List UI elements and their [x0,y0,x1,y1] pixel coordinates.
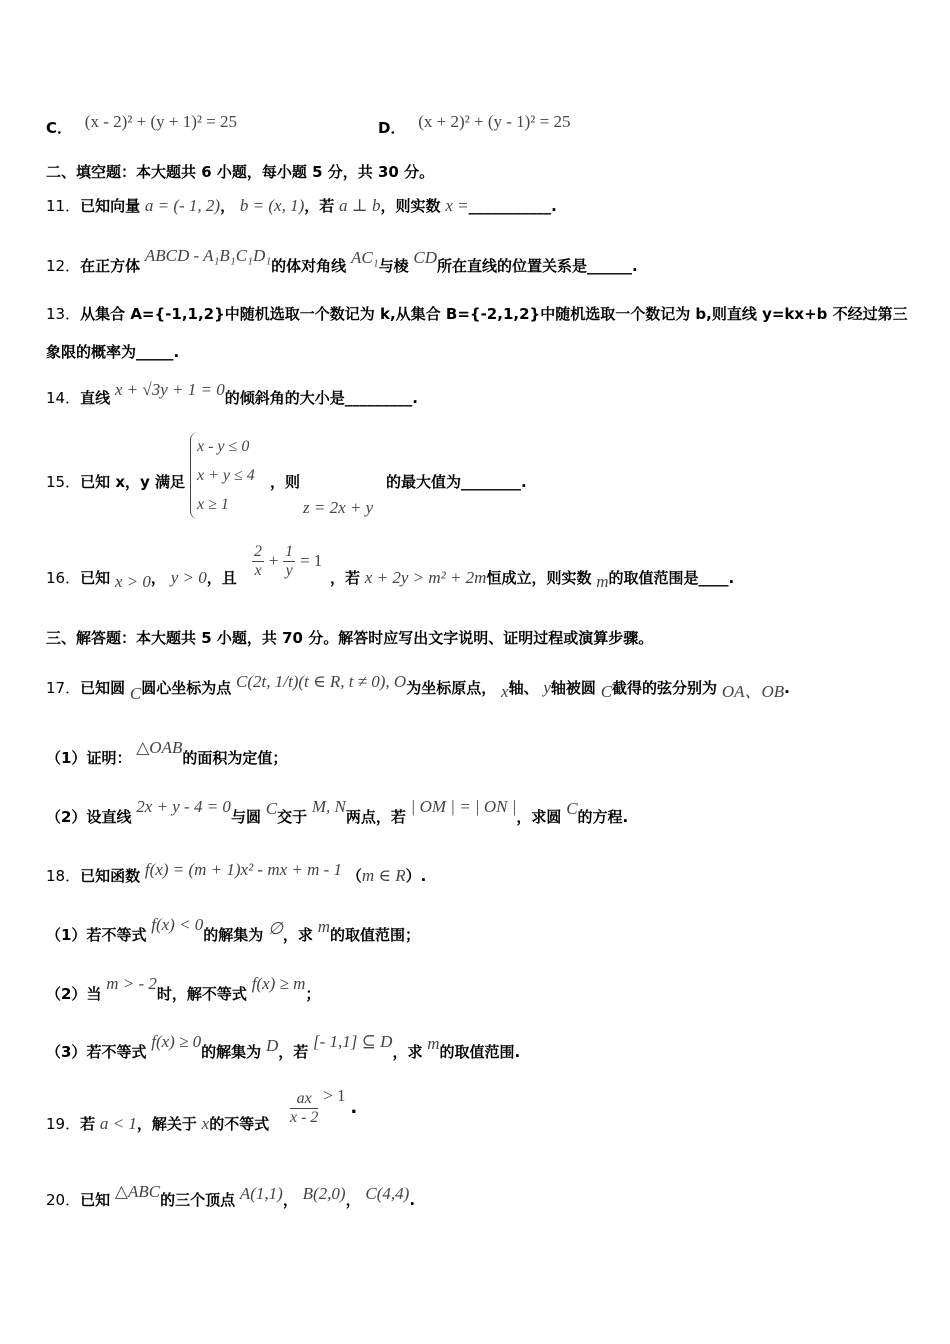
q17-chords: OA、OB [721,682,785,701]
q11-text-4: ，则实数 [380,197,441,215]
q11-vector-a: a = (- 1, 2) [144,196,221,215]
q18-text-2: （ [346,867,362,885]
q17-text-4: 轴、 [508,679,539,697]
q17-text-5: 轴被圆 [550,679,596,697]
q11-text-3: ，若 [304,197,335,215]
q18-2-text-1: 当 [86,985,102,1003]
q20-text-4: ， [345,1191,361,1209]
q18-3-text-3: ，若 [278,1043,309,1061]
q15-constraint-1: x - y ≤ 0 [197,438,250,455]
q16-f2-num: 1 [285,543,294,560]
q17-2-equal-lengths: | OM | = | ON | [410,797,517,816]
q16-text-5: 恒成立，则实数 [486,569,592,587]
q12-text-3: 与棱 [378,257,409,275]
q16-text-3: ，且 [206,569,237,587]
q18-3-inequality: f(x) ≥ 0 [151,1032,202,1051]
q16-text-1: 已知 [80,569,111,587]
q18-number: 18． [46,867,81,885]
question-17 [46,672,790,703]
q18-text-3: ）. [405,867,427,885]
q17-center: C(2t, 1/t)(t ∈ R, t ≠ 0), O [236,672,407,691]
q11-vector-b: b = (x, 1) [239,196,305,215]
q18-2-inequality: f(x) ≥ m [251,974,306,993]
q20-text-2: 的三个顶点 [160,1191,236,1209]
q19-text-3: 的不等式 [209,1115,270,1133]
q17-2-text-6: 的方程. [577,808,629,826]
question-12 [46,246,638,276]
question-13 [46,304,908,324]
q17-2-text-2: 与圆 [230,808,261,826]
q15-text-3: 的最大值为________. [386,473,527,491]
q13-line-1: 从集合 A={-1,1,2}中随机选取一个数记为 k,从集合 B={-2,1,2}中随机选取一个数记为 b,则直线 y=kx+b 不经过第三 [80,305,908,323]
section-2-heading: 二、填空题：本大题共 6 小题，每小题 5 分，共 30 分。 [46,163,435,181]
q19-condition: a < 1 [99,1114,137,1133]
q16-text-2: ， [150,569,166,587]
q17-text-1: 已知圆 [80,679,126,697]
q19-denominator: x - 2 [290,1109,319,1126]
q17-2-text-4: 两点，若 [345,808,406,826]
q18-1-text-3: ，求 [282,926,313,944]
q17-y-axis: y [543,678,551,697]
q19-greater-one: > 1 [323,1086,346,1105]
question-15 [46,472,185,492]
q18-1-text-2: 的解集为 [203,926,264,944]
q17-2-line: 2x + y - 4 = 0 [136,797,231,816]
q12-edge: CD [413,248,438,267]
q11-x: x = [445,196,469,215]
q17-1-label: （1） [46,749,87,767]
q13-number: 13． [46,305,81,323]
q15-constraint-3: x ≥ 1 [197,496,229,513]
q11-blank: ___________. [468,197,557,215]
q17-text-6: 截得的弦分别为 [612,679,718,697]
q19-text-1: 若 [80,1115,96,1133]
q15-constraint-2: x + y ≤ 4 [197,467,255,484]
question-18-part-2 [46,974,321,1004]
question-17-part-2 [46,797,629,827]
q17-2-circle-2: C [566,799,578,818]
q20-point-c: C(4,4) [365,1184,410,1203]
q18-text-1: 已知函数 [80,867,141,885]
q13-line-2: 象限的概率为_____. [46,343,180,361]
q20-number: 20． [46,1191,81,1209]
q12-diagonal: AC₁ [350,248,379,267]
option-c [46,112,238,137]
q17-1-text-1: 证明： [86,749,132,767]
q16-inequality: x + 2y > m² + 2m [364,568,487,587]
q16-text-6: 的取值范围是____. [608,569,735,587]
q17-2-text-3: 交于 [277,808,308,826]
q17-1-text-2: 的面积为定值； [182,749,288,767]
q16-fraction-equation [252,543,322,580]
q19-number: 19． [46,1115,81,1133]
q18-3-text-2: 的解集为 [201,1043,262,1061]
q16-y-positive: y > 0 [170,568,207,587]
q12-text-2: 的体对角线 [271,257,347,275]
q14-text-2: 的倾斜角的大小是_________. [224,389,418,407]
q18-2-condition: m > - 2 [106,974,157,993]
q11-perp: a ⊥ b [339,196,381,215]
q19-fraction [290,1090,318,1127]
q20-text-1: 已知 [80,1191,111,1209]
question-18 [46,860,427,886]
q16-f2-den: y [285,562,293,579]
q20-point-a: A(1,1) [239,1184,283,1203]
q16-equals-one: = 1 [299,551,323,570]
q16-x-positive: x > 0 [114,572,151,591]
q19-text-4: . [350,1097,358,1118]
q11-number: 11． [46,197,81,215]
q19-inequality [290,1086,358,1127]
q16-plus: + [268,551,279,570]
q14-line-equation: x + √3y + 1 = 0 [114,380,225,399]
question-18-part-1 [46,915,420,945]
q17-2-text-5: ，求圆 [516,808,562,826]
q18-1-inequality: f(x) < 0 [151,915,204,934]
q17-2-circle: C [265,799,278,818]
q15-objective: z = 2x + y [303,498,374,517]
q18-1-label: （1） [46,926,87,944]
q16-fraction-1 [252,543,264,580]
question-20 [46,1182,416,1210]
q12-cube: ABCD - A₁B₁C₁D₁ [144,246,272,265]
q18-2-text-2: 时，解不等式 [156,985,247,1003]
q18-2-text-3: ； [305,985,321,1003]
section-3-heading: 三、解答题：本大题共 5 小题，共 70 分。解答时应写出文字说明、证明过程或演算步骤。 [46,629,654,647]
q17-circle-c-2: C [600,682,613,701]
q17-text-2: 圆心坐标为点 [141,679,232,697]
q17-text-3: 为坐标原点， [406,679,497,697]
q20-text-3: ， [282,1191,298,1209]
q17-text-7: . [784,679,790,697]
q12-text-1: 在正方体 [80,257,141,275]
q18-function: f(x) = (m + 1)x² - mx + m - 1 [144,860,343,879]
q18-1-text-1: 若不等式 [86,926,147,944]
q18-3-set-d: D [265,1036,279,1055]
option-d-letter: D． [378,119,406,137]
q20-triangle: △ABC [114,1182,161,1201]
q16-text-4: ，若 [330,569,361,587]
q20-text-5: . [409,1191,416,1209]
q12-text-4: 所在直线的位置关系是______. [437,257,638,275]
q20-point-b: B(2,0) [302,1184,346,1203]
option-d [378,112,571,137]
q11-text-1: 已知向量 [80,197,141,215]
option-c-letter: C． [46,119,73,137]
q11-text-2: ， [220,197,236,215]
q16-fraction-2 [283,543,295,580]
question-18-part-3 [46,1032,521,1062]
q17-x-axis: x [501,682,509,701]
q18-3-text-4: ，求 [392,1043,423,1061]
q17-number: 17． [46,679,81,697]
q18-3-m: m [427,1034,440,1053]
q17-1-triangle: △OAB [136,738,183,757]
q15-text-1: 已知 x，y 满足 [80,473,185,491]
option-c-expression: (x - 2)² + (y + 1)² = 25 [84,112,238,131]
q16-f1-num: 2 [254,543,262,560]
q14-text-1: 直线 [80,389,111,407]
question-16 [46,568,237,591]
q15-constraint-system [190,432,255,519]
q15-number: 15． [46,473,81,491]
question-19 [46,1114,269,1134]
q15-text-2: ，则 [270,473,301,491]
q18-m-real: m ∈ R [361,866,406,885]
q17-2-points: M, N [311,797,346,816]
q16-number: 16． [46,569,81,587]
q18-3-text-5: 的取值范围. [439,1043,521,1061]
q19-x: x [201,1114,210,1133]
q19-numerator: ax [290,1090,318,1109]
q16-rest [330,568,735,591]
q19-text-2: ，解关于 [136,1115,197,1133]
q17-circle-c: C [129,684,142,703]
q18-1-m: m [317,917,330,936]
q17-2-label: （2） [46,808,87,826]
question-17-part-1 [46,738,288,768]
q14-number: 14． [46,389,81,407]
q16-m: m [596,572,609,591]
option-d-expression: (x + 2)² + (y - 1)² = 25 [418,112,571,131]
q18-1-text-4: 的取值范围； [329,926,420,944]
question-11 [46,196,557,216]
q16-f1-den: x [254,562,262,579]
q18-3-label: （3） [46,1043,87,1061]
question-14 [46,380,418,408]
q18-3-text-1: 若不等式 [86,1043,147,1061]
q18-1-empty-set: ∅ [268,919,283,938]
q18-2-label: （2） [46,985,87,1003]
q12-number: 12． [46,257,81,275]
q18-3-subset: [- 1,1] ⊆ D [313,1032,393,1051]
q17-2-text-1: 设直线 [86,808,132,826]
